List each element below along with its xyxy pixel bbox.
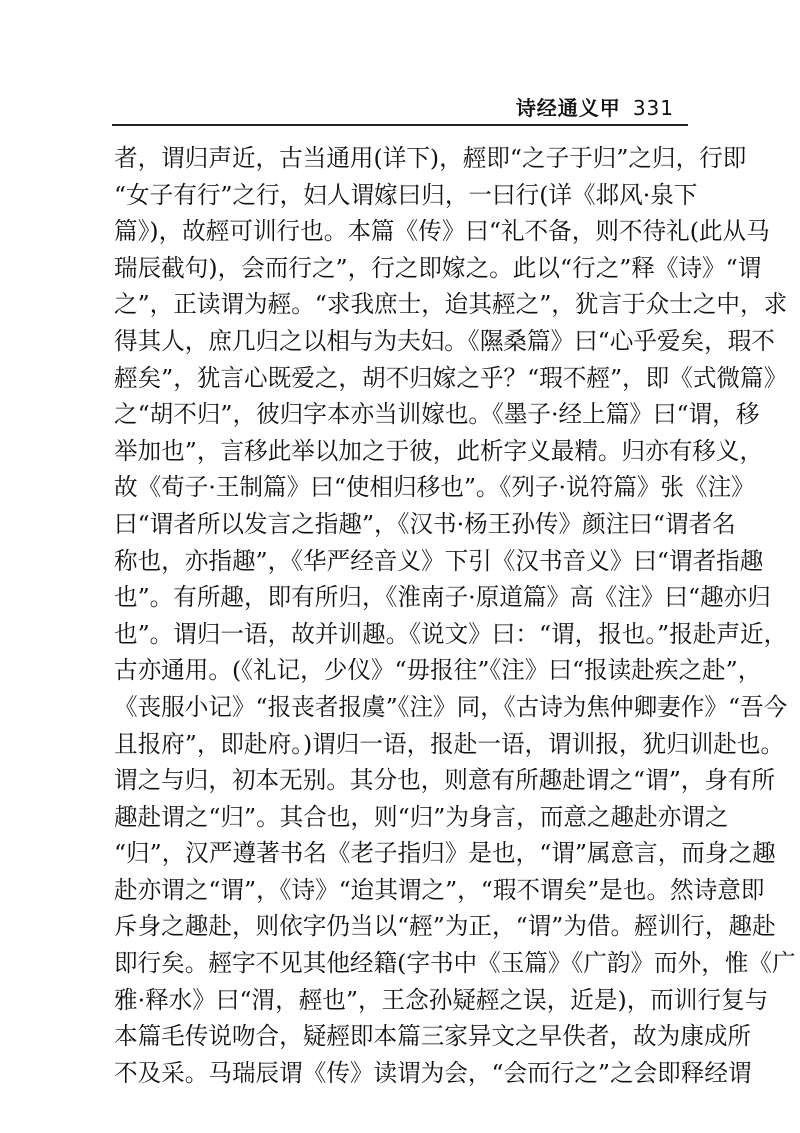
text-line: “归”，汉严遵著书名《老子指归》是也，“谓”属意言，而身之趣 — [114, 839, 776, 868]
book-title: 诗经通义甲 — [515, 96, 621, 120]
text-line: 即行矣。䞓字不见其他经籍(字书中《玉篇》《广韵》而外，惟《广 — [114, 949, 796, 978]
page-number: 331 — [632, 96, 674, 120]
text-line: 也”。谓归一语，故并训趣。《说文》曰：“谓，报也。”报赴声近， — [114, 619, 788, 648]
text-line: 《丧服小记》“报丧者报虞”《注》同，《古诗为焦仲卿妻作》“吾今 — [114, 692, 788, 721]
text-line: 不及采。马瑞辰谓《传》读谓为会，“会而行之”之会即释经谓 — [114, 1058, 752, 1087]
text-line: 雅·释水》曰“渭，䞓也”，王念孙疑䞓之误，近是)，而训行复与 — [114, 985, 769, 1014]
text-line: 瑞辰截句)，会而行之”，行之即嫁之。此以“行之”释《诗》“谓 — [114, 253, 762, 282]
body-text — [114, 140, 796, 1091]
text-line: 趣赴谓之“归”。其合也，则“归”为身言，而意之趣赴亦谓之 — [114, 802, 729, 831]
text-line: 者，谓归声近，古当通用(详下)，䞓即“之子于归”之归，行即 — [114, 144, 747, 172]
page-header — [112, 86, 688, 126]
text-line: 曰“谓者所以发言之指趣”，《汉书·杨王孙传》颜注曰“谓者名 — [114, 509, 736, 538]
text-line: 举加也”，言移此举以加之于彼，此析字义最精。归亦有移义， — [114, 436, 764, 465]
text-line: 之”，正读谓为䞓。“求我庶士，迨其䞓之”，犹言于众士之中，求 — [114, 290, 788, 319]
text-line: 篇》)，故䞓可训行也。本篇《传》曰“礼不备，则不待礼(此从马 — [114, 217, 770, 246]
text-line: 古亦通用。(《礼记，少仪》“毋报往”《注》曰“报读赴疾之赴”， — [114, 656, 762, 685]
text-line: 且报府”，即赴府。)谓归一语，报赴一语，谓训报，犹归训赴也。 — [114, 729, 785, 758]
text-line: 故《荀子·王制篇》曰“使相归移也”。《列子·说符篇》张《注》 — [114, 473, 755, 502]
text-line: 赴亦谓之“谓”，《诗》“迨其谓之”，“瑕不谓矣”是也。然诗意即 — [114, 875, 765, 904]
text-line: 之“胡不归”，彼归字本亦当训嫁也。《墨子·经上篇》曰“谓，移 — [114, 400, 760, 429]
header-rule — [112, 124, 688, 126]
text-line: “女子有行”之行，妇人谓嫁曰归，一曰行(详《邶风·泉下 — [114, 180, 698, 209]
text-line: 得其人，庶几归之以相与为夫妇。《隰桑篇》曰“心乎爱矣，瑕不 — [114, 326, 775, 355]
text-line: 本篇毛传说吻合，疑䞓即本篇三家异文之早佚者，故为康成所 — [114, 1022, 752, 1051]
text-line: 䞓矣”，犹言心既爱之，胡不归嫁之乎？“瑕不䞓”，即《式微篇》 — [114, 363, 788, 392]
text-line: 斥身之趣赴，则依字仍当以“䞓”为正，“谓”为借。䞓训行，趣赴 — [114, 912, 776, 941]
text-line: 谓之与归，初本无别。其分也，则意有所趣赴谓之“谓”，身有所 — [114, 766, 776, 795]
text-line: 也”。有所趣，即有所归，《淮南子·原道篇》高《注》曰“趣亦归 — [114, 583, 771, 612]
text-line: 称也，亦指趣”，《华严经音义》下引《汉书音义》曰“谓者指趣 — [114, 546, 764, 575]
running-head — [516, 92, 674, 121]
